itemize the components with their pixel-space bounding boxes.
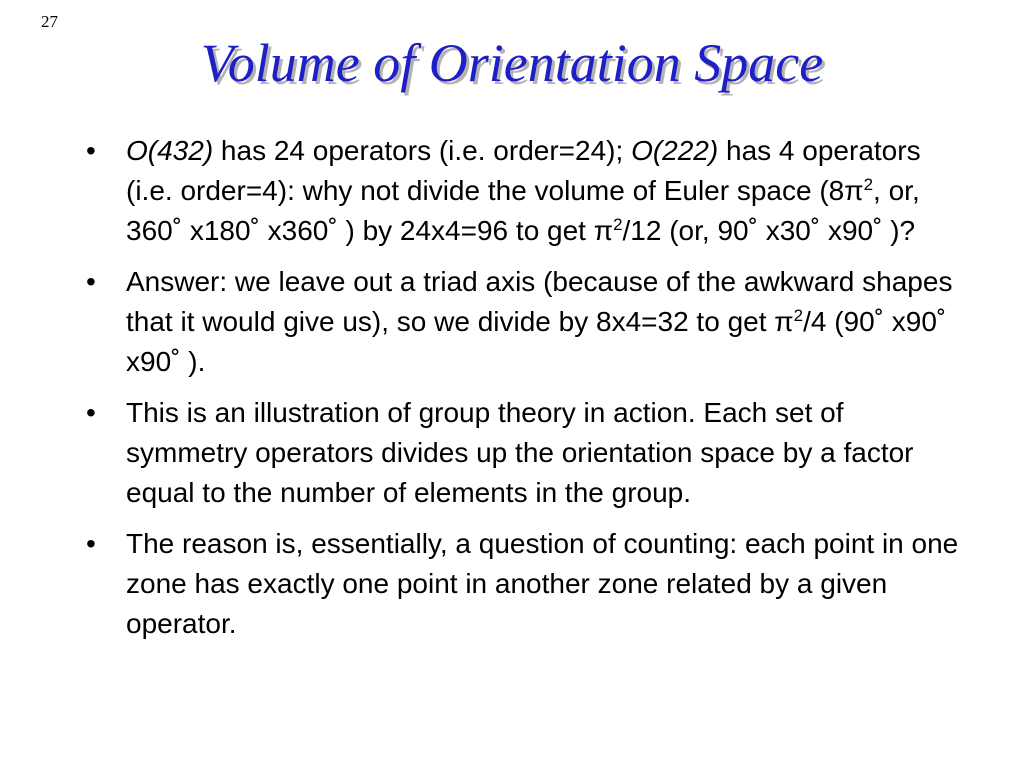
bullet-item-3	[82, 393, 962, 513]
bullet-text: /12 (or, 90˚ x30˚ x90˚ )?	[622, 215, 916, 246]
bullet-dot: •	[86, 397, 96, 428]
slide-title: Volume of Orientation Space	[200, 33, 824, 93]
superscript: 2	[793, 306, 804, 325]
superscript: 2	[863, 175, 874, 194]
bullet-text: This is an illustration of group theory in action. Each set of symmetry operators divides up the orientation space by a factor equal to the number of elements in the group.	[126, 397, 914, 508]
group-o222: O(222)	[631, 135, 719, 166]
bullet-text: /4 (90˚ x90˚ x90˚ ).	[126, 306, 947, 377]
slide-number: 27	[41, 12, 58, 31]
bullet-dot: •	[86, 266, 96, 297]
bullet-list	[82, 131, 962, 655]
bullet-item-2	[82, 262, 962, 382]
bullet-dot: •	[86, 528, 96, 559]
bullet-text: , or, 360˚ x180˚ x360˚ ) by 24x4=96 to get π	[126, 175, 920, 246]
superscript: 2	[613, 215, 623, 234]
bullet-text: has 4 operators (i.e. order=4): why not divide the volume of Euler space (8π	[126, 135, 921, 206]
bullet-text: Answer: we leave out a triad axis (because of the awkward shapes that it would give us), so we divide by 8x4=32 to get π	[126, 266, 953, 337]
bullet-text: has 24 operators (i.e. order=24);	[213, 135, 632, 166]
group-o432: O(432)	[126, 135, 214, 166]
bullet-item-1	[82, 131, 962, 251]
bullet-dot: •	[86, 135, 96, 166]
bullet-item-4	[82, 524, 962, 644]
bullet-text: The reason is, essentially, a question of counting: each point in one zone has exactly one point in another zone related by a given operator.	[126, 528, 959, 639]
